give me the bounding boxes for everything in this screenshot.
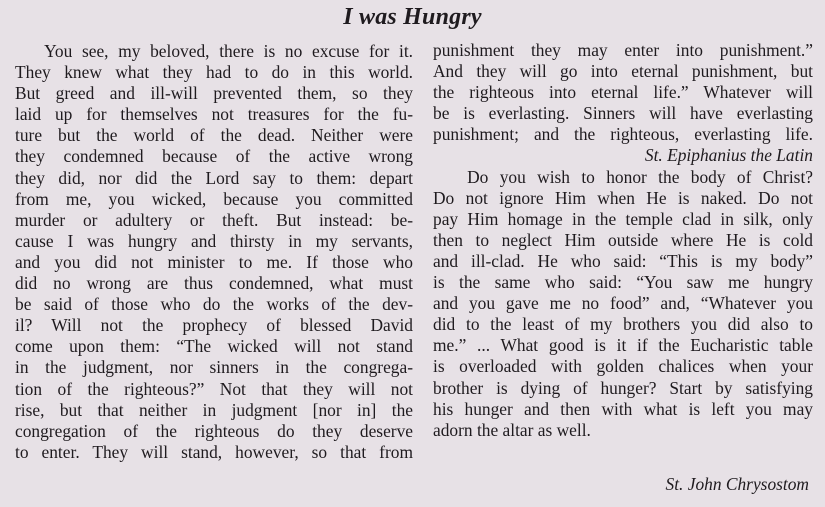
text-line: be said of those who do the works of the dev- [15,294,413,315]
text-line: They knew what they had to do in this world. [15,62,413,83]
text-line: And they will go into eternal punishment, but [433,61,813,82]
text-line: and ill-clad. He who said: “This is my body” [433,250,813,271]
text-line: pay Him homage in the temple clad in silk, only [433,208,813,229]
text-line: in the judgment, nor sinners in the congrega- [15,357,413,378]
text-line: did to the least of my brothers you did also to [433,314,813,335]
text-line: they condemned because of the active wrong [15,146,413,167]
text-line: brother is dying of hunger? Start by satisfying [433,377,813,398]
text-line: is overloaded with golden chalices when your [433,356,813,377]
page-title: I was Hungry [343,4,482,30]
text-line: punishment they may enter into punishment.” [433,40,813,60]
text-line: tion of the righteous?” Not that they will not [15,378,413,399]
text-line: and you gave me no food” and, “Whatever you [433,293,813,314]
text-line: You see, my beloved, there is no excuse for it. [15,41,413,61]
right-column [433,40,813,441]
text-line: Do you wish to honor the body of Christ? [433,166,813,187]
text-line: Do not ignore Him when He is naked. Do not [433,187,813,208]
text-line: adorn the altar as well. [433,419,591,440]
attribution-chrysostom: St. John Chrysostom [665,474,809,494]
left-column [15,41,413,463]
text-line: cause I was hungry and thirsty in my servants, [15,230,413,251]
text-line: il? Will not the prophecy of blessed David [15,315,413,336]
text-line: come upon them: “The wicked will not stand [15,336,413,357]
text-line: the righteous into eternal life.” Whatever will [433,82,813,103]
text-line: his hunger and then with what is left you may [433,398,813,419]
text-line: But greed and ill-will prevented them, so they [15,83,413,104]
text-line: murder or adultery or theft. But instead: be- [15,209,413,230]
text-line: congregation of the righteous do they deserve [15,420,413,441]
text-line: from me, you wicked, because you committed [15,188,413,209]
text-line: be is everlasting. Sinners will have everlasting [433,103,813,124]
text-line: to enter. They will stand, however, so that from [15,441,413,462]
text-line: rise, but that neither in judgment [nor in] the [15,399,413,420]
text-line: punishment; and the righteous, everlasting life. [433,124,813,145]
text-line: me.” ... What good is it if the Eucharistic table [433,335,813,356]
text-line: laid up for themselves not treasures for the fu- [15,104,413,125]
text-line: ture but the world of the dead. Neither were [15,125,413,146]
text-line: is the same who said: “You saw me hungry [433,272,813,293]
attribution-epiphanius: St. Epiphanius the Latin [644,145,813,166]
text-line: and you did not minister to me. If those who [15,251,413,272]
text-line: they did, nor did the Lord say to them: depart [15,167,413,188]
text-line: did no wrong are thus condemned, what must [15,273,413,294]
text-line: then to neglect Him outside where He is cold [433,229,813,250]
